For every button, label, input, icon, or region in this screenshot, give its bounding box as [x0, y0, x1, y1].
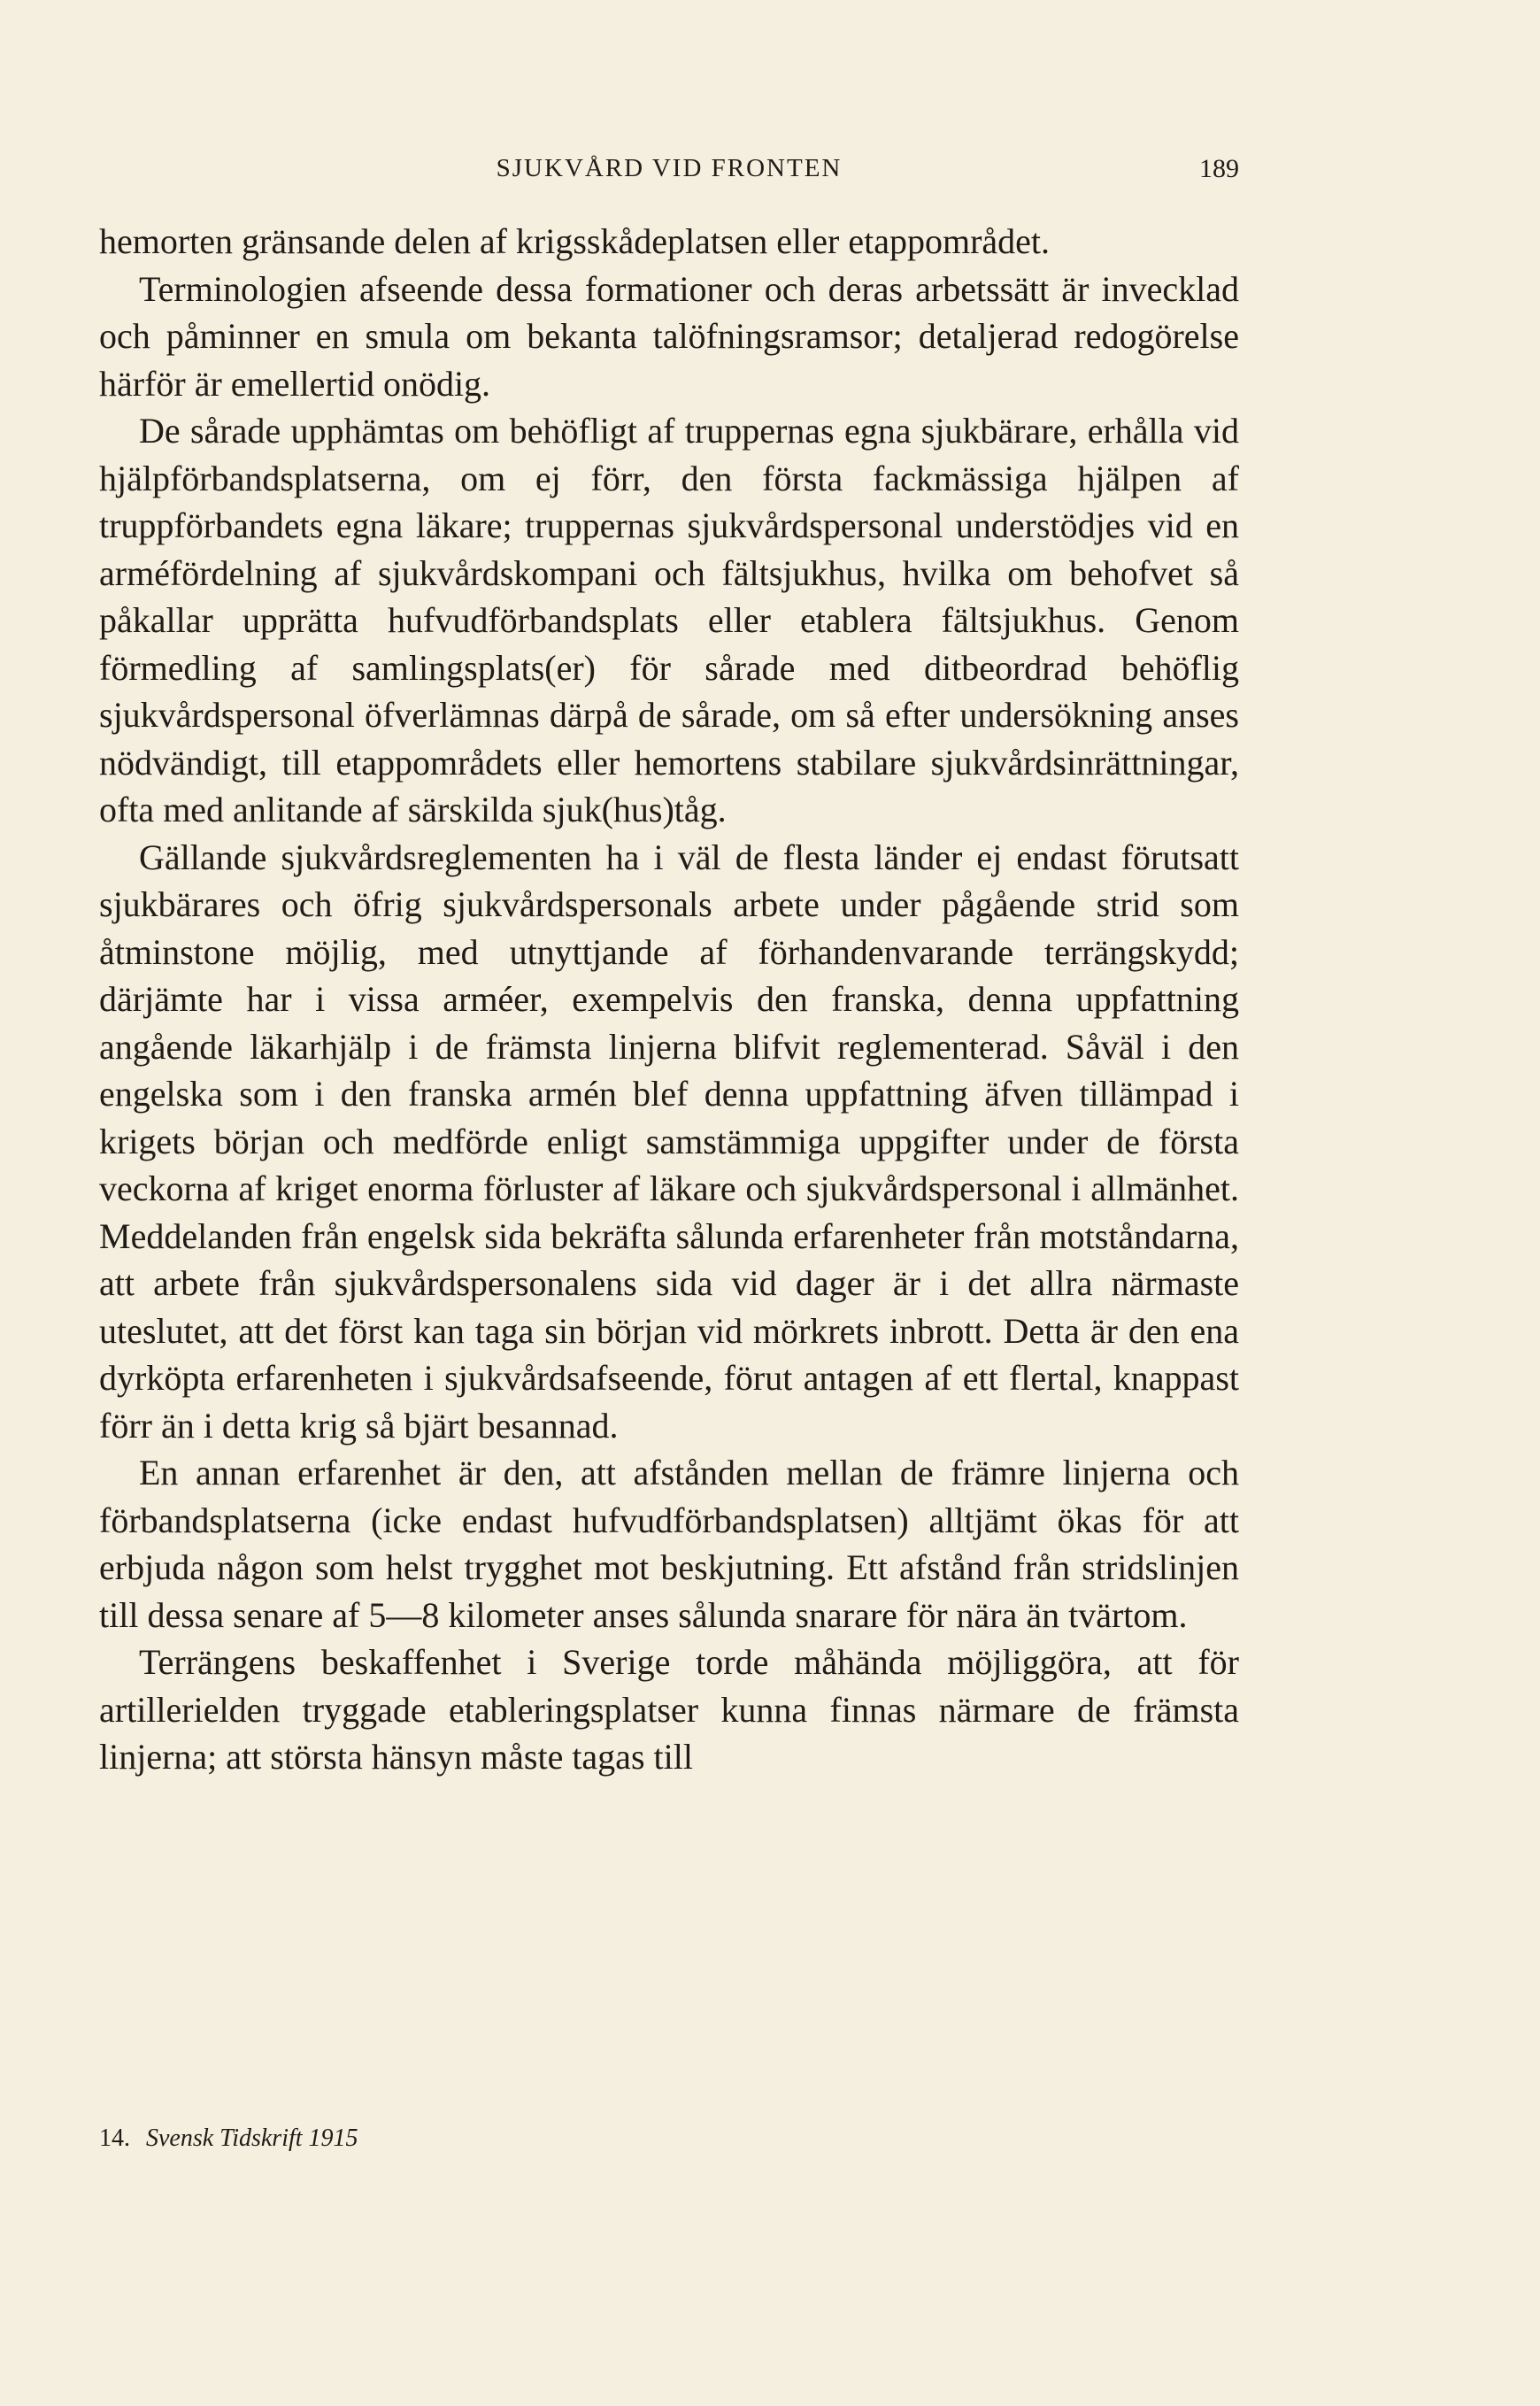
body-text — [99, 218, 1239, 1781]
paragraph-distances: En annan erfarenhet är den, att afstånden mellan de främre linjerna och förbandsplatserna (icke endast hufvudförbandsplatsen) alltjämt ökas för att erbjuda någon som helst trygghet mot beskjutning. Ett afstånd från stridslinjen till dessa senare af 5—8 kilometer anses sålunda snarare för nära än tvärtom. — [99, 1453, 1239, 1635]
page-number: 189 — [1199, 154, 1239, 183]
paragraph-terrain: Terrängens beskaffenhet i Sverige torde måhända möjliggöra, att för artillerielden tryggade etableringsplatser kunna finnas närmare de främsta linjerna; att största hänsyn måste tagas till — [99, 1642, 1239, 1777]
page-footer — [99, 2125, 358, 2153]
running-head: SJUKVÅRD VID FRONTEN — [496, 154, 843, 182]
paragraph-continuation: hemorten gränsande delen af krigsskådeplatsen eller etappområdet. — [99, 221, 1051, 261]
paragraph-wounded-transport: De sårade upphämtas om behöfligt af truppernas egna sjukbärare, erhålla vid hjälpförbandsplatserna, om ej förr, den första fackmässiga hjälpen af truppförbandets egna läkare; truppernas sjukvårdspersonal understödjes vid en arméfördelning af sjukvårdskompani och fältsjukhus, hvilka om behofvet så påkallar upprätta hufvudförbandsplats eller etablera fältsjukhus. Genom förmedling af samlingsplats(er) för sårade med ditbeordrad behöflig sjukvårdspersonal öfverlämnas därpå de sårade, om så efter undersökning anses nödvändigt, till etappområdets eller hemortens stabilare sjukvårdsinrättningar, ofta med anlitande af särskilda sjuk(hus)tåg. — [99, 411, 1239, 829]
page-header — [99, 149, 1239, 193]
journal-title: Svensk Tidskrift 1915 — [146, 2125, 358, 2152]
paragraph-regulations: Gällande sjukvårdsreglementen ha i väl de flesta länder ej endast förutsatt sjukbärares och öfrig sjukvårdspersonals arbete under pågående strid som åtminstone möjlig, med utnyttjande af förhandenvarande terrängskydd; därjämte har i vissa arméer, exempelvis den franska, denna uppfattning angående läkarhjälp i de främsta linjerna blifvit reglementerad. Såväl i den engelska som i den franska armén blef denna uppfattning äfven tillämpad i krigets början och medförde enligt samstämmiga uppgifter under de första veckorna af kriget enorma förluster af läkare och sjukvårdspersonal i allmänhet. Meddelanden från engelsk sida bekräfta sålunda erfarenheter från motståndarna, att arbete från sjukvårdspersonalens sida vid dager är i det allra närmaste uteslutet, att det först kan taga sin början vid mörkrets inbrott. Detta är den ena dyrköpta erfarenheten i sjukvårdsafseende, förut antagen af ett flertal, knappast förr än i detta krig så bjärt besannad. — [99, 837, 1239, 1446]
signature-mark: 14. — [99, 2125, 130, 2152]
paragraph-terminology: Terminologien afseende dessa formationer och deras arbetssätt är invecklad och påminner en smula om bekanta talöfningsramsor; detaljerad redogörelse härför är emellertid onödig. — [99, 268, 1239, 404]
